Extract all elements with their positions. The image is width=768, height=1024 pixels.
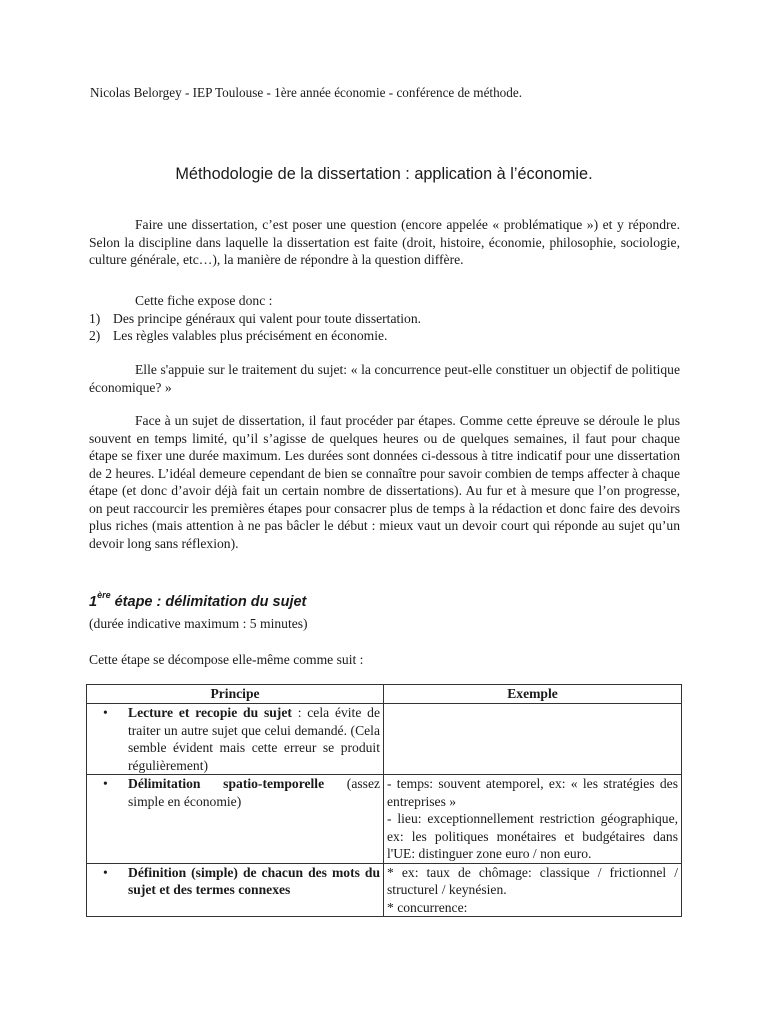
sujet-paragraph: [89, 361, 680, 396]
section-decomposition: Cette étape se décompose elle-même comme suit :: [89, 652, 364, 667]
exemple-line: - lieu: exceptionnellement restriction géographique, ex: les politiques monétaires et budgétaires dans l'UE: distinguer zone euro / non euro.: [387, 811, 678, 861]
table-row: [87, 704, 682, 775]
table-row: [87, 775, 682, 864]
exemple-cell: [384, 775, 682, 864]
section-ordinal: ère: [97, 590, 111, 600]
document-header: Nicolas Belorgey - IEP Toulouse - 1ère année économie - conférence de méthode.: [90, 85, 523, 100]
exemple-line: * ex: taux de chômage: classique / frictionnel / structurel / keynésien.: [387, 864, 678, 897]
list-item-text: Des principe généraux qui valent pour toute dissertation.: [113, 310, 422, 326]
principe-bold: Définition (simple) de chacun des mots du sujet et des termes connexes: [128, 864, 380, 897]
list-item: [89, 327, 680, 345]
exemple-cell: [384, 704, 682, 775]
table-header-row: [87, 685, 682, 704]
principe-cell: [87, 775, 384, 864]
principe-cell: [87, 863, 384, 917]
list-item-text: Les règles valables plus précisément en économie.: [113, 328, 388, 343]
table-row: [87, 863, 682, 917]
section-heading: [89, 592, 306, 610]
principe-text: : cela évite de traiter un autre sujet que celui demandé. (Cela semble évident mais cette erreur se produit régulièrement): [128, 705, 380, 773]
bullet-icon: •: [103, 705, 108, 720]
intro-paragraph: [89, 216, 680, 269]
document-title: Méthodologie de la dissertation : application à l’économie.: [175, 165, 593, 183]
list-item: [89, 310, 680, 328]
bullet-icon: •: [103, 776, 108, 791]
exemple-line: * concurrence:: [387, 899, 468, 915]
section-title-text: étape : délimitation du sujet: [110, 593, 307, 610]
column-header-exemple: Exemple: [384, 685, 682, 704]
principe-bold: Délimitation spatio-temporelle: [128, 776, 325, 791]
principe-text: (assez simple en économie): [128, 776, 381, 809]
exemple-cell: [384, 863, 682, 917]
exemple-line: - temps: souvent atemporel, ex: « les stratégies des entreprises »: [387, 776, 678, 809]
intro-text: Faire une dissertation, c’est poser une question (encore appelée « problématique ») et y répondre. Selon la discipline dans laquelle la dissertation est faite (droit, histoire, économie, philosophie, sociologie, culture générale, etc…), la manière de répondre à la question diffère.: [89, 217, 680, 267]
section-number: 1: [89, 593, 98, 610]
fiche-intro: Cette fiche expose donc :: [135, 293, 273, 308]
method-table: [86, 684, 682, 917]
principe-cell: [87, 704, 384, 775]
section-duration: (durée indicative maximum : 5 minutes): [89, 616, 308, 631]
etapes-text: Face à un sujet de dissertation, il faut procéder par étapes. Comme cette épreuve se déroule le plus souvent en temps limité, qu’il s’agisse de quelques heures ou de quelques semaines, il faut pour chaque étape se fixer une durée maximum. Les durées sont données ci-dessous à titre indicatif pour une dissertation de 2 heures. L’idéal demeure cependant de bien se connaître pour savoir combien de temps affecter à chaque étape (et donc d’avoir déjà fait un certain nombre de dissertations). Au fur et à mesure que l’on progresse, on peut raccourcir les premières étapes pour consacrer plus de temps à la rédaction et donc faire des devoirs plus riches (mais attention à ne pas bâcler le début : mieux vaut un devoir court qui réponde au sujet qu’un devoir long sans réflexion).: [89, 413, 680, 551]
sujet-text: Elle s'appuie sur le traitement du sujet: « la concurrence peut-elle constituer un objectif de politique économique? »: [89, 362, 680, 395]
list-item-number: 2): [89, 328, 101, 343]
fiche-list: [89, 310, 680, 345]
etapes-paragraph: [89, 412, 680, 552]
fiche-block: [89, 292, 680, 345]
principe-bold: Lecture et recopie du sujet: [128, 705, 292, 720]
column-header-principe: Principe: [87, 685, 384, 704]
bullet-icon: •: [103, 864, 108, 880]
list-item-number: 1): [89, 310, 101, 326]
